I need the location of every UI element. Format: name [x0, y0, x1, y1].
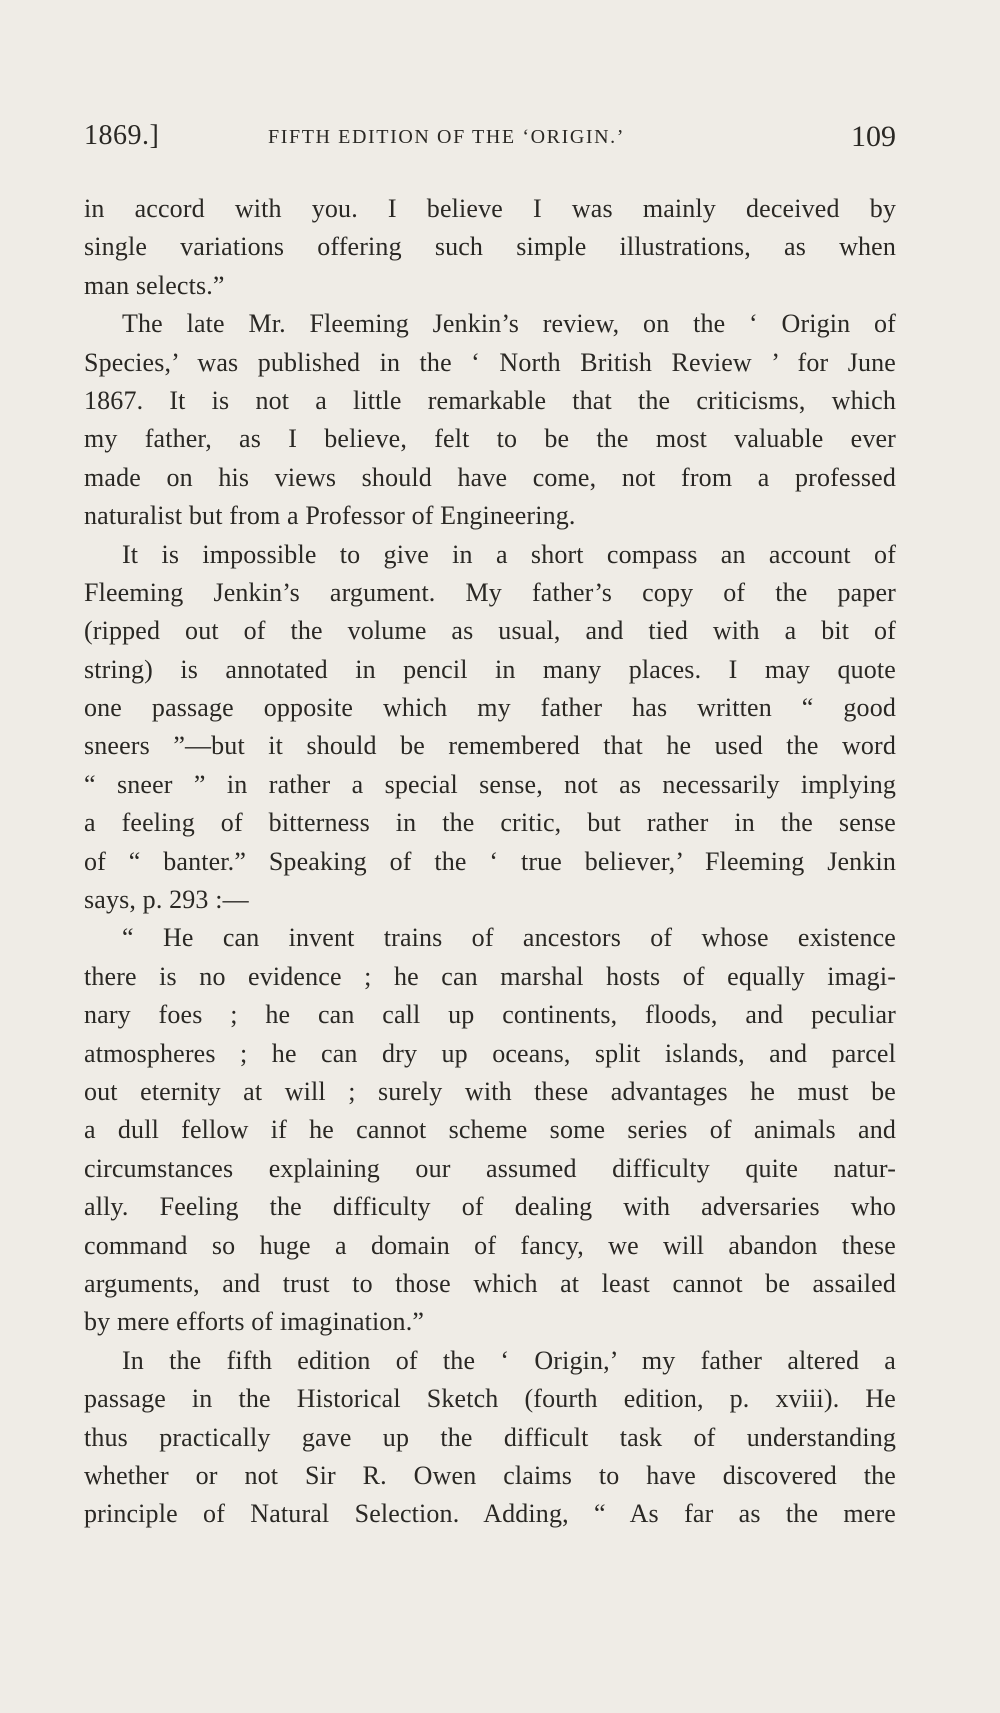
quote-line: atmospheres ; he can dry up oceans, split islands, and parcel [84, 1038, 896, 1068]
text-line: one passage opposite which my father has written “ good [84, 693, 896, 723]
text-line: whether or not Sir R. Owen claims to have discovered the [84, 1460, 896, 1490]
text-line: passage in the Historical Sketch (fourth edition, p. xviii). He [84, 1384, 896, 1414]
text-line: Fleeming Jenkin’s argument. My father’s copy of the paper [84, 577, 896, 607]
text-line: thus practically gave up the difficult task of understanding [84, 1422, 896, 1452]
quote-line: by mere efforts of imagination.” [84, 1307, 425, 1337]
text-line: The late Mr. Fleeming Jenkin’s review, on the ‘ Origin of [122, 309, 896, 339]
header-year: 1869.] [84, 120, 160, 151]
text-line: principle of Natural Selection. Adding, “ As far as the mere [84, 1499, 896, 1529]
quote-line: command so huge a domain of fancy, we will abandon these [84, 1230, 896, 1260]
quote-line: out eternity at will ; surely with these advantages he must be [84, 1076, 896, 1106]
text-line: naturalist but from a Professor of Engineering. [84, 501, 576, 531]
quote-line: nary foes ; he can call up continents, floods, and peculiar [84, 1000, 896, 1030]
text-line: my father, as I believe, felt to be the most valuable ever [84, 424, 896, 454]
text-line: says, p. 293 :— [84, 885, 249, 915]
quote-line: there is no evidence ; he can marshal hosts of equally imagi- [84, 961, 896, 991]
text-line: “ sneer ” in rather a special sense, not as necessarily implying [84, 769, 896, 799]
text-line: Species,’ was published in the ‘ North British Review ’ for June [84, 347, 896, 377]
text-line: man selects.” [84, 270, 225, 300]
text-line: a feeling of bitterness in the critic, but rather in the sense [84, 808, 896, 838]
page-number: 109 [851, 120, 896, 153]
text-line: of “ banter.” Speaking of the ‘ true believer,’ Fleeming Jenkin [84, 846, 896, 876]
text-line: In the fifth edition of the ‘ Origin,’ my father altered a [122, 1345, 896, 1375]
quote-line: ally. Feeling the difficulty of dealing with adversaries who [84, 1192, 896, 1222]
text-line: (ripped out of the volume as usual, and tied with a bit of [84, 616, 896, 646]
header-title: FIFTH EDITION OF THE ‘ORIGIN.’ [268, 126, 626, 148]
quote-line: “ He can invent trains of ancestors of whose existence [122, 923, 896, 953]
running-header [84, 120, 896, 168]
quote-line: circumstances explaining our assumed difficulty quite natur- [84, 1153, 896, 1183]
text-line: string) is annotated in pencil in many places. I may quote [84, 654, 896, 684]
text-line: 1867. It is not a little remarkable that the criticisms, which [84, 385, 896, 415]
body-text [84, 190, 896, 1534]
text-line: in accord with you. I believe I was mainly deceived by [84, 194, 896, 223]
text-line: single variations offering such simple illustrations, as when [84, 232, 896, 262]
text-line: made on his views should have come, not from a professed [84, 462, 896, 492]
quote-line: a dull fellow if he cannot scheme some series of animals and [84, 1115, 896, 1145]
quote-line: arguments, and trust to those which at least cannot be assailed [84, 1268, 896, 1298]
text-line: It is impossible to give in a short compass an account of [122, 539, 896, 569]
text-line: sneers ”—but it should be remembered that he used the word [84, 731, 896, 761]
